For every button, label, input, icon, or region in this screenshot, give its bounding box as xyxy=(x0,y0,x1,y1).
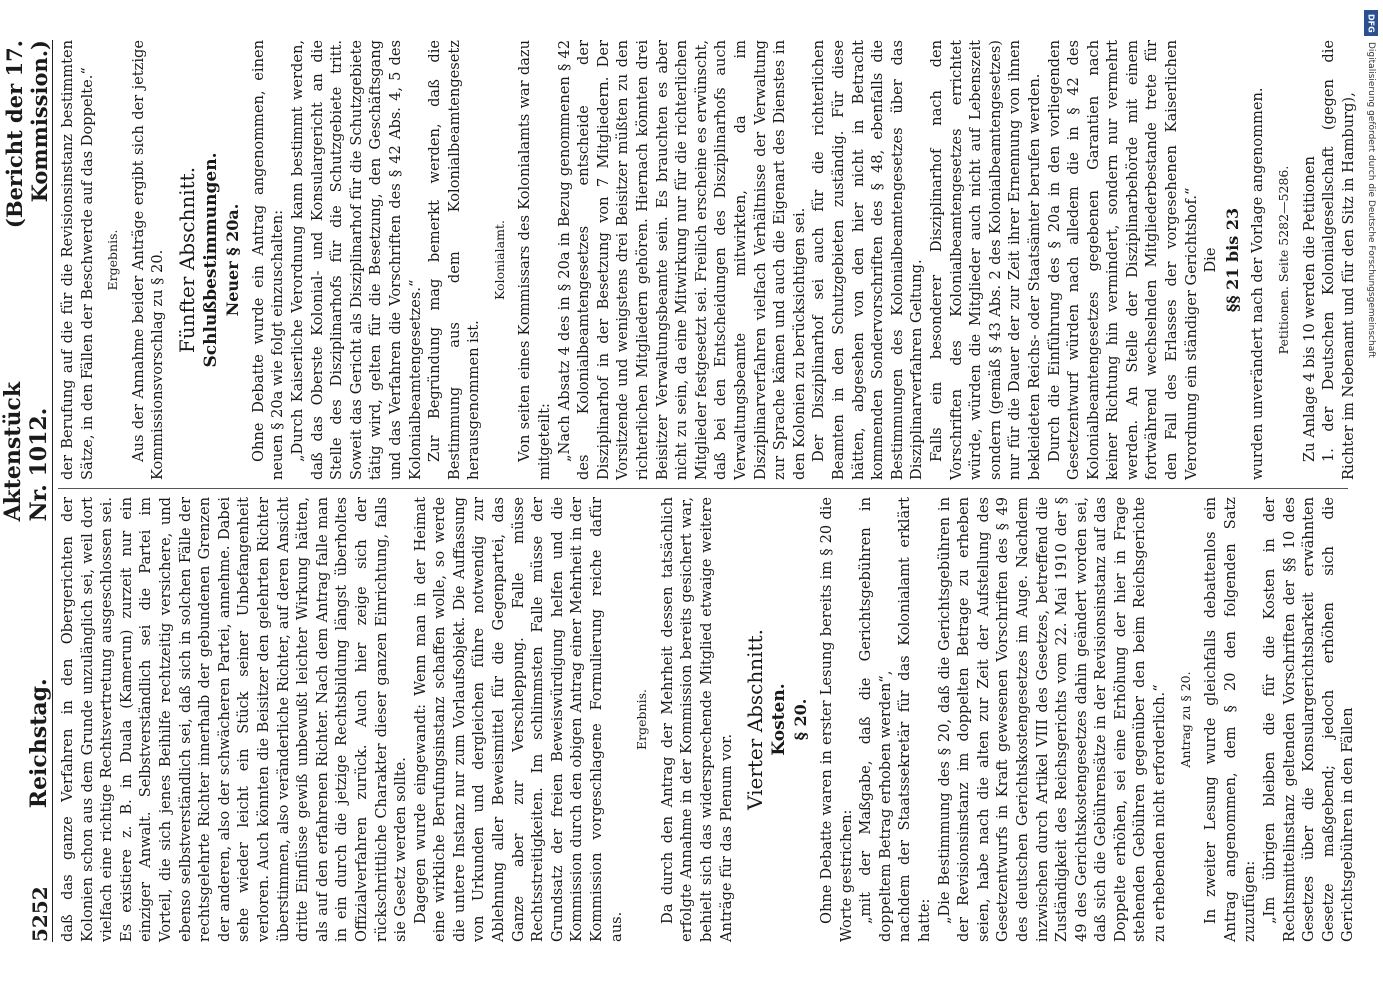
digitization-credit: Digitalisierung gefördert durch die Deutsche Forschungsgemeinschaft xyxy=(1366,42,1376,358)
quote: „mit der Maßgabe, daß die Gerichtsgebühren in doppeltem Betrag erhoben werden“, xyxy=(857,497,894,942)
page-number: 5252 xyxy=(28,886,52,942)
petitions-label: Petitionen. Seite 5282—5286. xyxy=(1276,165,1292,355)
paragraph: Von seiten eines Kommissars des Kolonialamts war dazu mitgeteilt: xyxy=(516,40,554,480)
paragraph: Zu Anlage 4 bis 10 werden die Petitionen xyxy=(1300,156,1318,462)
page-header xyxy=(0,40,53,942)
paragraph: 1. der Deutschen Kolonialgesellschaft (gegen die Richter im Nebenamt und für den Sitz in Hamburg), xyxy=(1320,40,1357,480)
paragraph-label: Neuer § 20a. xyxy=(223,203,243,317)
paragraph: daß das ganze Verfahren in den Obergerichten der Kolonien schon aus dem Grunde unzulänglich sei, weil dort vielfach eine richtige Rechtsvertretung ausgeschlossen sei. Es existiere z. B. in Duala (Kamerun) zurzeit nur ein einziger Anwalt. Selbstverständlich sei die Partei im Vorteil, die sich jenes Beihilfe rechtzeitig versichere, und ebenso selbstverständlich sei, daß sich in solchen Fälle der rechtsgelehrte Richter innerhalb der gebundenen Grenzen der anderen, also der schwächeren Partei, annehme. Dabei sehe wieder leicht ein Stück seiner Unbefangenheit verloren. Auch könnten die Beisitzer den gelehrten Richter überstimmen, also veränderliche Richter, auf deren Ansicht dritte Einflüsse gewiß unbewußt leichter Wirkung hätten, als auf den erfahrenen Richter. Nach dem Antrag falle man in ein durch die jetzige Rechtsbildung längst überholtes Offizialverfahren zurück. Auch hier zeige sich der rückschrittliche Charakter dieser ganzen Einrichtung, falls sie Gesetz werden sollte. xyxy=(59,497,410,942)
paragraph: Falls ein besonderer Disziplinarhof nach den Vorschriften des Kolonialbeamtengesetzes errichtet würde, würden die Mitglieder auch nicht auf Lebenszeit sondern (gemäß § 43 Abs. 2 des Kolonialbeamtengesetzes) nur für die Dauer der zur Zeit ihrer Ernennung von ihnen bekleideten Reichs- oder Staatsämter berufen werden. xyxy=(927,40,1043,480)
quote: „Nach Absatz 4 des in § 20a in Bezug genommenen § 42 des Kolonialbeamtengesetzes entscheide der Disziplinarhof in der Besetzung von 7 Mitgliedern. Der Vorsitzende und wenigstens drei Beisitzer müßten zu den richterlichen Mitgliedern gehören. Hiernach könnten drei Beisitzer Verwaltungsbeamte sein. Es brauchten es aber nicht zu sein, da eine Mitwirkung nur für die richterlichen Mitglieder festgesetzt sei. Freilich erscheine es erwünscht, daß bei den Entscheidungen des Disziplinarhofs auch Verwaltungsbeamte mitwirkten, da im Disziplinarverfahren vielfach Verhältnisse der Verwaltung zur Sprache kämen und auch die Eigenart des Dienstes in den Kolonien zu berücksichtigen sei. xyxy=(555,40,808,480)
paragraph: Der Disziplinarhof sei auch für die richterlichen Beamten in den Schutzgebieten zuständig. Für diese hätten, abgesehen von den hier nicht in Betracht kommenden Sondervorschriften des § 48, ebenfalls die Bestimmungen des Kolonialbeamtengesetzes über das Disziplinarverfahren Geltung. xyxy=(810,40,926,480)
die-label: Die xyxy=(1202,247,1220,273)
paragraph: Ohne Debatte waren in erster Lesung bereits im § 20 die Worte gestrichen: xyxy=(817,497,855,942)
paragraph: In zweiter Lesung wurde gleichfalls debattenlos ein Antrag angenommen, dem § 20 den folgenden Satz zuzufügen: xyxy=(1202,497,1259,942)
paragraph: Zur Begründung mag bemerkt werden, daß die Bestimmung aus dem Kolonialbeamtengesetz herausgenommen ist. xyxy=(426,40,483,480)
paragraph: Durch die Einführung des § 20a in den vorliegenden Gesetzentwurf würden nach alledem die in § 42 des Kolonialbeamtengesetzes gegebenen Garantien nach keiner Richtung hin vermindert, sondern nur vermehrt werden. An Stelle der Disziplinarbehörde mit einem fortwährend wechselnden Mitgliederbestande trete für den Fall des Erlasses der vorgesehenen Kaiserlichen Verordnung ein ständiger Gerichtshof.“ xyxy=(1045,40,1200,480)
section-subtitle: Kosten. xyxy=(768,683,789,756)
paragraph: wurden unverändert nach der Vorlage angenommen. xyxy=(1249,87,1267,480)
report-title: (Bericht der 17. Kommission.) xyxy=(2,40,52,229)
right-column xyxy=(58,40,1357,480)
office-label: Kolonialamt. xyxy=(491,220,507,300)
dfg-logo: DFG xyxy=(1364,10,1378,36)
section-title: Fünfter Abschnitt. xyxy=(174,166,199,354)
column-divider xyxy=(58,488,1348,489)
paragraph: Dagegen wurde eingewandt: Wenn man in der Heimat eine wirkliche Berufungsinstanz schaffen wolle, so werde die untere Instanz nur zum Vorlaufsobjekt. Die Auffassung von Urkunden und dergleichen führe notwendig zur Ablehnung aller Beweismittel für die Gegenpartei, das Ganze aber zur Verschleppung. Falle müsse Rechtsstreitigkeiten. Im schlimmsten Falle müsse der Grundsatz der freien Beweiswürdigung helfen und die Kommission durch den obigen Antrag einer Mehrheit in der Kommission vorgeschlagene Formulierung reiche dafür aus. xyxy=(411,497,625,942)
motion-label: Antrag zu § 20. xyxy=(1177,671,1193,768)
result-label: Ergebnis. xyxy=(105,229,121,291)
paragraph: der Berufung auf die für die Revisionsinstanz bestimmten Sätze, in den Fällen der Beschwerde auf das Doppelte.“ xyxy=(59,40,96,480)
left-column xyxy=(58,497,1357,942)
result-label: Ergebnis. xyxy=(634,689,650,750)
publication-name: Reichstag. xyxy=(26,678,52,809)
paragraph: nachdem der Staatssekretär für das Kolonialamt erklärt hatte: xyxy=(896,497,933,942)
section-subtitle: Schlußbestimmungen. xyxy=(200,152,221,368)
paragraph: Aus der Annahme beider Anträge ergibt sich der jetzige Kommissionsvorschlag zu § 20. xyxy=(129,40,167,480)
section-title: Vierter Abschnitt. xyxy=(743,629,768,810)
quote: „Die Bestimmung des § 20, daß die Gerichtsgebühren in der Revisionsinstanz im doppelten Betrage zu erheben seien, habe nach die alten zur Zeit der Aufstellung des Gesetzentwurfs in Kraft gewesenen Vorschriften des § 49 des deutschen Gerichtskostengesetzes im Auge. Nachdem inzwischen durch Artikel VIII des Gesetzes, betreffend die Zuständigkeit des Reichsgerichts vom 22. Mai 1910 der § 49 des Gerichtskostengesetzes dahin geändert worden sei, daß sich die Gebührensätze in der Revisionsinstanz auf das Doppelte erhöhen, sei eine Erhöhung der hier in Frage stehenden Gebühren gegenüber den beim Reichsgerichte zu erhebenden nicht erforderlich.“ xyxy=(935,497,1169,942)
document-number: Aktenstück Nr. 1012. xyxy=(0,381,52,522)
quote: „Im übrigen bleiben die für die Kosten in der Rechtsmittelinstanz geltenden Vorschriften der §§ 10 des Gesetzes über die Konsulargerichtsbarkeit erwähnten Gesetze maßgebend; jedoch erhöhen sich die Gerichtsgebühren in den Fällen xyxy=(1261,497,1357,942)
paragraph-range: §§ 21 bis 23 xyxy=(1222,207,1242,313)
quote: „Durch Kaiserliche Verordnung kann bestimmt werden, daß das Oberste Kolonial- und Konsulargericht an die Stelle des Disziplinarhofs für die Schutzgebiete tritt. Soweit das Gericht als Disziplinarhof für die Schutzgebiete tätig wird, gelten für die Besetzung, den Geschäftsgang und das Verfahren die Vorschriften des § 42 Abs. 4, 5 des Kolonialbeamtengesetzes.“ xyxy=(288,40,424,480)
paragraph: Da durch den Antrag der Mehrheit dessen tatsächlich erfolgte Annahme in der Kommission bereits gesichert war, behielt sich das widersprechende Mitglied etwaige weitere Anträge für das Plenum vor. xyxy=(658,497,735,942)
paragraph: Ohne Debatte wurde ein Antrag angenommen, einen neuen § 20a wie folgt einzuschalten: xyxy=(249,40,287,480)
paragraph-label: § 20. xyxy=(791,698,811,741)
